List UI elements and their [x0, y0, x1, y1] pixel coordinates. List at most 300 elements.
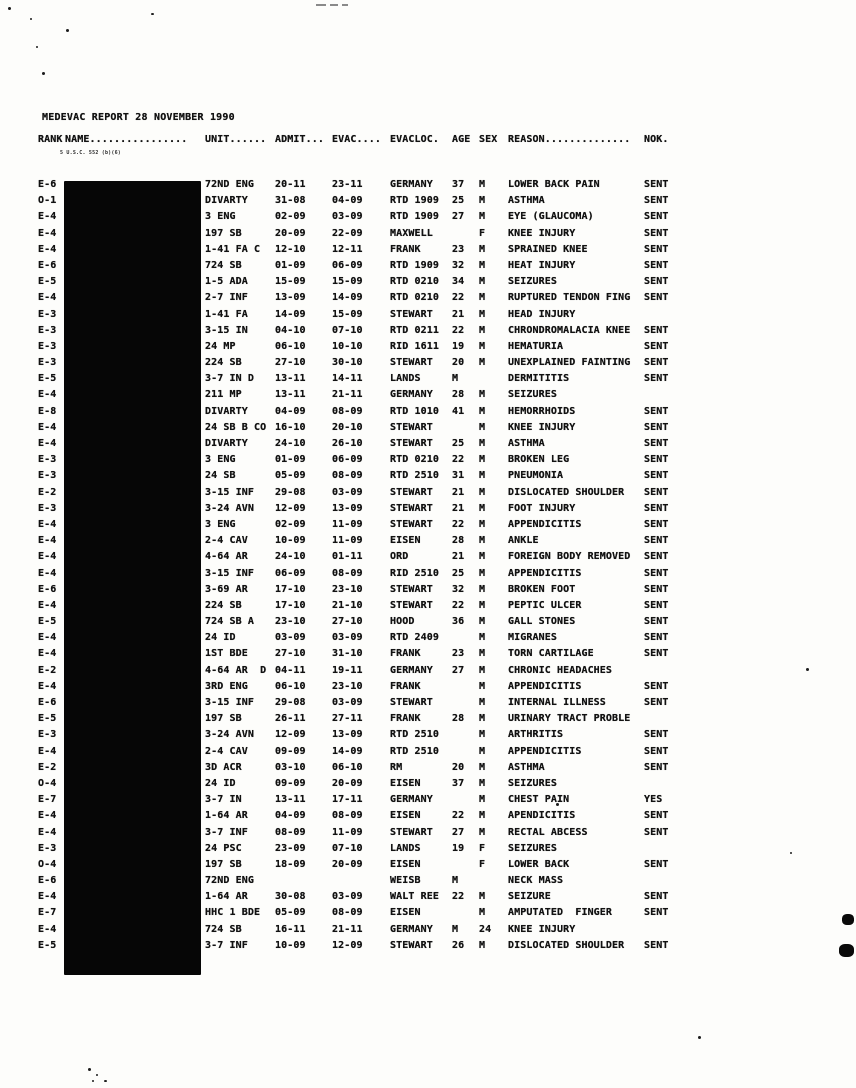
- cell-evac: 06-09: [332, 259, 363, 271]
- scan-speck: [8, 7, 11, 10]
- cell-evac: 11-09: [332, 518, 363, 530]
- cell-unit: DIVARTY: [205, 438, 248, 449]
- cell-reason: HEAD INJURY: [508, 308, 576, 320]
- cell-sex: M: [479, 697, 486, 708]
- cell-admit: 29-08: [275, 486, 306, 498]
- cell-sex: M: [479, 259, 486, 271]
- cell-nok: YES: [644, 794, 663, 806]
- cell-admit: 23-10: [275, 616, 306, 628]
- cell-sex: M: [479, 438, 486, 449]
- cell-nok: SENT: [644, 939, 669, 951]
- scan-speck: [30, 18, 32, 20]
- cell-sex: M: [479, 535, 486, 547]
- cell-rank: E-4: [38, 599, 57, 611]
- cell-sex: M: [479, 810, 486, 822]
- cell-rank: E-3: [38, 842, 57, 854]
- scan-speck: [36, 46, 38, 48]
- cell-reason: KNEE INJURY: [508, 227, 576, 239]
- cell-evac: 03-09: [332, 891, 363, 903]
- cell-rank: E-3: [38, 454, 57, 466]
- cell-unit: 24 SB: [205, 470, 236, 482]
- cell-nok: SENT: [644, 567, 669, 579]
- cell-age: 34: [452, 276, 465, 288]
- col-nok: NOK.: [644, 134, 669, 145]
- cell-nok: SENT: [644, 438, 669, 449]
- cell-sex: M: [479, 518, 486, 530]
- cell-sex: M: [479, 648, 486, 660]
- cell-admit: 26-11: [275, 713, 306, 725]
- cell-admit: 30-08: [275, 891, 306, 903]
- cell-reason: BROKEN FOOT: [508, 583, 576, 595]
- cell-unit: HHC 1 BDE: [205, 907, 261, 919]
- cell-evacloc: GERMANY: [390, 923, 433, 935]
- cell-age: 41: [452, 405, 465, 417]
- cell-sex: M: [479, 599, 486, 611]
- cell-evac: 21-11: [332, 923, 363, 935]
- col-name: NAME................: [65, 134, 188, 145]
- cell-nok: SENT: [644, 583, 669, 595]
- cell-admit: 05-09: [275, 470, 306, 482]
- cell-evacloc: GERMANY: [390, 179, 433, 190]
- cell-evac: 19-11: [332, 664, 363, 676]
- scan-speck: [104, 1080, 107, 1082]
- scan-speck: [88, 1068, 91, 1071]
- cell-unit: DIVARTY: [205, 195, 248, 207]
- cell-sex: M: [479, 308, 486, 320]
- cell-sex: M: [479, 729, 486, 741]
- cell-unit: 72ND ENG: [205, 875, 254, 887]
- cell-unit: 724 SB: [205, 259, 242, 271]
- cell-rank: E-6: [38, 875, 57, 887]
- cell-unit: 1-41 FA C: [205, 243, 261, 255]
- name-redaction-block: [64, 181, 201, 975]
- cell-admit: 13-11: [275, 389, 306, 401]
- cell-sex: M: [479, 502, 486, 514]
- cell-evacloc: HOOD: [390, 616, 415, 628]
- cell-reason: RECTAL ABCESS: [508, 826, 588, 838]
- cell-evac: 01-11: [332, 551, 363, 563]
- cell-admit: 10-09: [275, 535, 306, 547]
- cell-admit: 06-10: [275, 680, 306, 692]
- cell-rank: E-8: [38, 405, 57, 417]
- cell-reason: DISLOCATED SHOULDER: [508, 939, 625, 951]
- cell-unit: 3-24 AVN: [205, 502, 254, 514]
- cell-rank: E-6: [38, 179, 57, 190]
- cell-admit: 20-11: [275, 179, 306, 190]
- cell-evacloc: RTD 1909: [390, 259, 439, 271]
- cell-age: 26: [452, 939, 465, 951]
- cell-admit: 06-10: [275, 340, 306, 352]
- cell-unit: 3 ENG: [205, 454, 236, 466]
- cell-admit: 02-09: [275, 518, 306, 530]
- cell-nok: SENT: [644, 292, 669, 304]
- cell-reason: DISLOCATED SHOULDER: [508, 486, 625, 498]
- cell-sex: M: [479, 616, 486, 628]
- cell-rank: E-4: [38, 535, 57, 547]
- cell-admit: 24-10: [275, 438, 306, 449]
- cell-age: 28: [452, 713, 465, 725]
- cell-evac: 21-11: [332, 389, 363, 401]
- cell-rank: E-4: [38, 648, 57, 660]
- cell-nok: SENT: [644, 858, 669, 870]
- cell-unit: 224 SB: [205, 357, 242, 369]
- cell-unit: 197 SB: [205, 227, 242, 239]
- cell-rank: E-3: [38, 470, 57, 482]
- cell-rank: E-4: [38, 567, 57, 579]
- cell-admit: 04-10: [275, 324, 306, 336]
- cell-unit: 2-4 CAV: [205, 745, 248, 757]
- cell-unit: 24 ID: [205, 632, 236, 644]
- cell-evacloc: STEWART: [390, 583, 433, 595]
- cell-nok: SENT: [644, 810, 669, 822]
- cell-sex: M: [479, 761, 486, 773]
- cell-admit: 08-09: [275, 826, 306, 838]
- cell-admit: 27-10: [275, 357, 306, 369]
- cell-sex: M: [479, 567, 486, 579]
- cell-unit: 4-64 AR D: [205, 664, 267, 676]
- cell-evac: 08-09: [332, 567, 363, 579]
- cell-reason: ANKLE: [508, 535, 539, 547]
- cell-evacloc: FRANK: [390, 680, 421, 692]
- cell-reason: INTERNAL ILLNESS: [508, 697, 606, 708]
- cell-sex: M: [479, 777, 486, 789]
- cell-evac: 17-11: [332, 794, 363, 806]
- cell-evac: 15-09: [332, 308, 363, 320]
- cell-evacloc: STEWART: [390, 308, 433, 320]
- cell-evac: 03-09: [332, 486, 363, 498]
- cell-unit: 197 SB: [205, 713, 242, 725]
- cell-rank: E-4: [38, 421, 57, 433]
- cell-nok: SENT: [644, 179, 669, 190]
- cell-sex: M: [479, 454, 486, 466]
- cell-unit: 3-24 AVN: [205, 729, 254, 741]
- cell-admit: 01-09: [275, 454, 306, 466]
- cell-evac: 14-11: [332, 373, 363, 385]
- cell-nok: SENT: [644, 907, 669, 919]
- cell-sex: M: [479, 907, 486, 919]
- cell-evacloc: RTD 2409: [390, 632, 439, 644]
- cell-admit: 17-10: [275, 599, 306, 611]
- cell-unit: 2-7 INF: [205, 292, 248, 304]
- cell-unit: 224 SB: [205, 599, 242, 611]
- cell-reason: APPENDICITIS: [508, 518, 582, 530]
- cell-evacloc: RTD 0210: [390, 454, 439, 466]
- cell-age: 27: [452, 211, 465, 223]
- cell-evacloc: EISEN: [390, 907, 421, 919]
- cell-evac: 22-09: [332, 227, 363, 239]
- cell-evacloc: STEWART: [390, 697, 433, 708]
- cell-unit: 3-7 IN: [205, 794, 242, 806]
- cell-evac: 14-09: [332, 745, 363, 757]
- cell-sex: M: [479, 664, 486, 676]
- cell-nok: SENT: [644, 729, 669, 741]
- cell-nok: SENT: [644, 486, 669, 498]
- cell-evac: 08-09: [332, 405, 363, 417]
- cell-nok: SENT: [644, 357, 669, 369]
- cell-nok: SENT: [644, 535, 669, 547]
- cell-unit: 724 SB: [205, 923, 242, 935]
- cell-admit: 12-10: [275, 243, 306, 255]
- cell-reason: URINARY TRACT PROBLE: [508, 713, 631, 725]
- cell-admit: 13-09: [275, 292, 306, 304]
- cell-reason: LOWER BACK: [508, 858, 570, 870]
- cell-reason: CHRONDROMALACIA KNEE: [508, 324, 631, 336]
- cell-age: 32: [452, 259, 465, 271]
- cell-evac: 23-11: [332, 179, 363, 190]
- cell-rank: E-4: [38, 826, 57, 838]
- cell-evac: 14-09: [332, 292, 363, 304]
- cell-rank: E-6: [38, 259, 57, 271]
- cell-age: 22: [452, 810, 465, 822]
- cell-age: 25: [452, 195, 465, 207]
- cell-evacloc: RTD 1010: [390, 405, 439, 417]
- cell-age: 25: [452, 438, 465, 449]
- cell-rank: E-4: [38, 389, 57, 401]
- cell-reason: ASTHMA: [508, 438, 545, 449]
- cell-evacloc: MAXWELL: [390, 227, 433, 239]
- cell-evacloc: STEWART: [390, 939, 433, 951]
- cell-nok: SENT: [644, 551, 669, 563]
- cell-unit: 3RD ENG: [205, 680, 248, 692]
- cell-reason: GALL STONES: [508, 616, 576, 628]
- cell-unit: 24 MP: [205, 340, 236, 352]
- cell-reason: NECK MASS: [508, 875, 564, 887]
- cell-unit: 1ST BDE: [205, 648, 248, 660]
- cell-unit: 1-64 AR: [205, 891, 248, 903]
- cell-reason: TORN CARTILAGE: [508, 648, 594, 660]
- cell-evacloc: GERMANY: [390, 664, 433, 676]
- cell-admit: 02-09: [275, 211, 306, 223]
- cell-evacloc: RTD 0210: [390, 292, 439, 304]
- cell-evacloc: RID 1611: [390, 340, 439, 352]
- cell-rank: E-5: [38, 276, 57, 288]
- cell-evac: 15-09: [332, 276, 363, 288]
- cell-rank: O-4: [38, 858, 57, 870]
- cell-nok: SENT: [644, 745, 669, 757]
- cell-reason: HEAT INJURY: [508, 259, 576, 271]
- cell-evacloc: STEWART: [390, 357, 433, 369]
- cell-evac: 13-09: [332, 502, 363, 514]
- cell-nok: SENT: [644, 518, 669, 530]
- cell-sex: M: [479, 389, 486, 401]
- cell-evacloc: RTD 1909: [390, 195, 439, 207]
- cell-evacloc: RID 2510: [390, 567, 439, 579]
- cell-reason: DERMITITIS: [508, 373, 570, 385]
- cell-unit: 2-4 CAV: [205, 535, 248, 547]
- cell-unit: 1-41 FA: [205, 308, 248, 320]
- cell-evac: 08-09: [332, 907, 363, 919]
- cell-reason: SEIZURES: [508, 389, 557, 401]
- cell-rank: E-3: [38, 502, 57, 514]
- cell-age: 28: [452, 389, 465, 401]
- col-rank: RANK: [38, 134, 63, 145]
- cell-sex: M: [479, 680, 486, 692]
- cell-evac: 23-10: [332, 680, 363, 692]
- scan-speck: [66, 29, 69, 32]
- cell-age: 21: [452, 502, 465, 514]
- cell-evacloc: STEWART: [390, 518, 433, 530]
- cell-age: 21: [452, 551, 465, 563]
- cell-age: 22: [452, 518, 465, 530]
- cell-admit: 18-09: [275, 858, 306, 870]
- cell-admit: 06-09: [275, 567, 306, 579]
- cell-nok: SENT: [644, 697, 669, 708]
- cell-evac: 04-09: [332, 195, 363, 207]
- cell-evacloc: EISEN: [390, 858, 421, 870]
- cell-nok: SENT: [644, 340, 669, 352]
- cell-unit: 3-15 IN: [205, 324, 248, 336]
- cell-evac: 03-09: [332, 697, 363, 708]
- cell-age: M: [452, 373, 459, 385]
- cell-admit: 16-10: [275, 421, 306, 433]
- report-title: MEDEVAC REPORT 28 NOVEMBER 1990: [42, 112, 235, 123]
- cell-age: 22: [452, 324, 465, 336]
- cell-unit: 197 SB: [205, 858, 242, 870]
- cell-rank: E-4: [38, 923, 57, 935]
- cell-rank: E-2: [38, 664, 57, 676]
- cell-reason: MIGRANES: [508, 632, 557, 644]
- cell-nok: SENT: [644, 616, 669, 628]
- cell-sex: F: [479, 858, 486, 870]
- cell-evacloc: FRANK: [390, 243, 421, 255]
- cell-reason: KNEE INJURY: [508, 421, 576, 433]
- cell-sex: M: [479, 470, 486, 482]
- cell-evac: 26-10: [332, 438, 363, 449]
- scan-speck: [698, 1036, 701, 1039]
- cell-rank: E-4: [38, 632, 57, 644]
- cell-sex: M: [479, 292, 486, 304]
- cell-age: M: [452, 923, 459, 935]
- cell-nok: SENT: [644, 632, 669, 644]
- cell-rank: E-5: [38, 373, 57, 385]
- cell-evacloc: WALT REE: [390, 891, 439, 903]
- cell-reason: EYE (GLAUCOMA): [508, 211, 594, 223]
- cell-admit: 13-11: [275, 373, 306, 385]
- col-evac: EVAC....: [332, 134, 381, 145]
- cell-sex: 24: [479, 923, 492, 935]
- cell-rank: E-3: [38, 308, 57, 320]
- cell-evac: 11-09: [332, 535, 363, 547]
- cell-age: 32: [452, 583, 465, 595]
- cell-evacloc: STEWART: [390, 599, 433, 611]
- cell-rank: E-2: [38, 761, 57, 773]
- cell-age: 23: [452, 648, 465, 660]
- cell-reason: LOWER BACK PAIN: [508, 179, 600, 190]
- scan-mark: [316, 4, 326, 6]
- cell-evac: 03-09: [332, 211, 363, 223]
- cell-nok: SENT: [644, 243, 669, 255]
- cell-evacloc: FRANK: [390, 713, 421, 725]
- cell-sex: M: [479, 340, 486, 352]
- cell-sex: M: [479, 195, 486, 207]
- cell-rank: E-4: [38, 211, 57, 223]
- cell-sex: M: [479, 179, 486, 190]
- cell-evac: 11-09: [332, 826, 363, 838]
- cell-evac: 08-09: [332, 470, 363, 482]
- cell-admit: 27-10: [275, 648, 306, 660]
- cell-sex: M: [479, 745, 486, 757]
- cell-unit: 3-15 INF: [205, 567, 254, 579]
- cell-sex: M: [479, 357, 486, 369]
- cell-unit: 3-7 INF: [205, 939, 248, 951]
- cell-nok: SENT: [644, 324, 669, 336]
- cell-unit: 724 SB A: [205, 616, 254, 628]
- cell-age: 22: [452, 454, 465, 466]
- cell-evacloc: WEISB: [390, 875, 421, 887]
- cell-rank: E-3: [38, 340, 57, 352]
- cell-age: 28: [452, 535, 465, 547]
- cell-evac: 23-10: [332, 583, 363, 595]
- cell-evacloc: RTD 2510: [390, 470, 439, 482]
- cell-nok: SENT: [644, 227, 669, 239]
- cell-admit: 10-09: [275, 939, 306, 951]
- cell-reason: APPENDICITIS: [508, 745, 582, 757]
- cell-admit: 12-09: [275, 502, 306, 514]
- cell-age: 22: [452, 599, 465, 611]
- cell-sex: M: [479, 826, 486, 838]
- cell-evacloc: STEWART: [390, 486, 433, 498]
- cell-nok: SENT: [644, 761, 669, 773]
- cell-evacloc: LANDS: [390, 373, 421, 385]
- cell-age: 37: [452, 777, 465, 789]
- cell-age: 31: [452, 470, 465, 482]
- cell-admit: 01-09: [275, 259, 306, 271]
- cell-age: 20: [452, 761, 465, 773]
- cell-reason: HEMORRHOIDS: [508, 405, 576, 417]
- cell-age: 21: [452, 486, 465, 498]
- cell-age: 19: [452, 842, 465, 854]
- cell-rank: E-4: [38, 551, 57, 563]
- cell-evacloc: EISEN: [390, 777, 421, 789]
- cell-reason: SEIZURES: [508, 276, 557, 288]
- cell-evacloc: FRANK: [390, 648, 421, 660]
- cell-admit: 29-08: [275, 697, 306, 708]
- cell-reason: SEIZURES: [508, 777, 557, 789]
- cell-evac: 12-09: [332, 939, 363, 951]
- scan-speck: [92, 1080, 94, 1082]
- cell-sex: M: [479, 713, 486, 725]
- cell-rank: E-4: [38, 891, 57, 903]
- cell-sex: M: [479, 891, 486, 903]
- cell-reason: SPRAINED KNEE: [508, 243, 588, 255]
- cell-rank: E-4: [38, 292, 57, 304]
- table-header: [0, 134, 856, 148]
- cell-sex: M: [479, 939, 486, 951]
- privacy-act-footnote: 5 U.S.C. 552 (b)(6): [60, 150, 121, 156]
- cell-reason: APPENDICITIS: [508, 680, 582, 692]
- cell-unit: 3 ENG: [205, 211, 236, 223]
- cell-age: 37: [452, 179, 465, 190]
- cell-nok: SENT: [644, 648, 669, 660]
- cell-unit: 1-5 ADA: [205, 276, 248, 288]
- cell-admit: 13-11: [275, 794, 306, 806]
- cell-evacloc: RTD 1909: [390, 211, 439, 223]
- cell-evac: 03-09: [332, 632, 363, 644]
- cell-evacloc: RTD 2510: [390, 745, 439, 757]
- cell-reason: RUPTURED TENDON FING: [508, 292, 631, 304]
- cell-unit: 3-15 INF: [205, 697, 254, 708]
- cell-rank: E-4: [38, 745, 57, 757]
- cell-admit: 04-09: [275, 405, 306, 417]
- cell-sex: M: [479, 211, 486, 223]
- cell-reason: ASTHMA: [508, 195, 545, 207]
- cell-unit: 3-7 INF: [205, 826, 248, 838]
- cell-reason: CHEST PAIN: [508, 794, 570, 806]
- scan-speck: [151, 13, 154, 15]
- cell-sex: M: [479, 243, 486, 255]
- cell-evac: 20-10: [332, 421, 363, 433]
- cell-rank: E-5: [38, 616, 57, 628]
